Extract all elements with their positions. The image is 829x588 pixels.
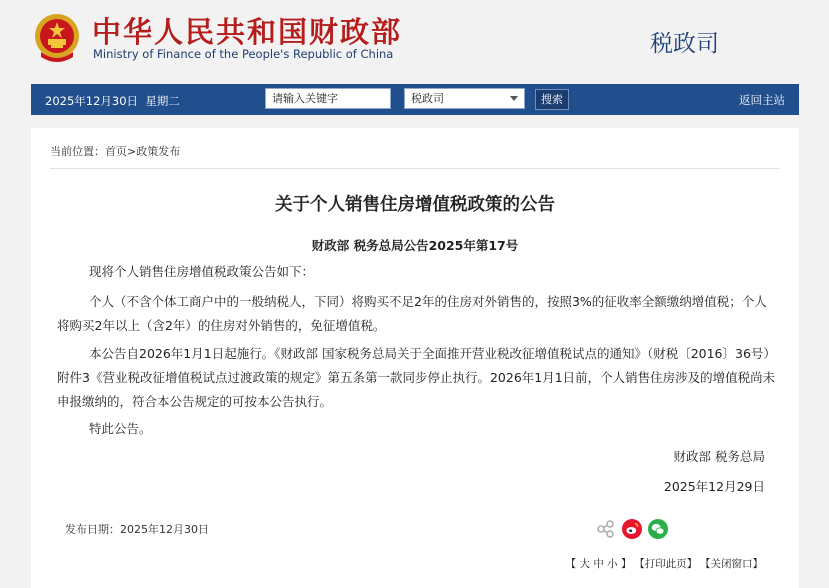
article-paragraph: 现将个人销售住房增值税政策公告如下： <box>89 264 315 279</box>
article-paragraph: 本公告自2026年1月1日起施行。《财政部 国家税务总局关于全面推开营业税改征增值税试点的通知》（财税〔2016〕36号）附件3《营业税改征增值税试点过渡政策的规定》第五条第一款同步停止执行。2026年1月1日前，个人销售住房涉及的增值税尚未申报缴纳的，符合本公告规定的可按本公告执行。 <box>57 346 776 409</box>
weekday-text: 星期二 <box>145 94 180 108</box>
weibo-icon[interactable] <box>622 519 642 543</box>
divider <box>50 168 780 169</box>
publish-label: 发布日期： <box>65 523 120 536</box>
signer: 财政部 税务总局 <box>673 449 765 464</box>
breadcrumb-separator: > <box>127 145 137 158</box>
publish-date <box>65 521 209 537</box>
sign-date: 2025年12月29日 <box>663 479 765 494</box>
department-name: 税政司 <box>650 31 719 57</box>
search-scope-select[interactable] <box>404 88 525 109</box>
breadcrumb-prefix: 当前位置： <box>50 145 105 158</box>
return-home-link[interactable]: 返回主站 <box>739 93 785 107</box>
chevron-down-icon <box>510 96 518 101</box>
article-paragraph: 特此公告。 <box>89 421 152 436</box>
search-input[interactable] <box>265 88 391 109</box>
wechat-icon[interactable] <box>648 519 668 543</box>
breadcrumb-current-link[interactable]: 政策发布 <box>136 145 181 158</box>
page-tools <box>558 556 763 571</box>
ministry-title-en: Ministry of Finance of the People's Republic of China <box>93 47 394 61</box>
close-window-link[interactable]: 【关闭窗口】 <box>705 558 763 570</box>
search-placeholder: 请输入关键字 <box>272 92 338 105</box>
ministry-title-cn: 中华人民共和国财政部 <box>92 15 403 49</box>
font-size-control[interactable]: 【 大 中 小 】 <box>565 558 632 570</box>
nav-bar <box>31 84 799 115</box>
article-panel <box>31 128 799 588</box>
national-emblem-icon <box>33 12 81 62</box>
breadcrumb-home-link[interactable]: 首页 <box>105 145 127 158</box>
search-button[interactable]: 搜索 <box>535 89 569 110</box>
document-number: 财政部 税务总局公告2025年第17号 <box>311 238 519 253</box>
site-header <box>0 0 829 86</box>
breadcrumb <box>50 143 180 159</box>
article-paragraph: 个人（不含个体工商户中的一般纳税人，下同）将购买不足2年的住房对外销售的，按照3%的征收率全额缴纳增值税；个人将购买2年以上（含2年）的住房对外销售的，免征增值税。 <box>57 294 767 333</box>
current-date <box>45 93 180 109</box>
publish-date-value: 2025年12月30日 <box>120 523 209 536</box>
date-text: 2025年12月30日 <box>45 94 139 108</box>
search-scope-value: 税政司 <box>411 92 444 105</box>
article-title: 关于个人销售住房增值税政策的公告 <box>275 195 555 215</box>
share-icon[interactable] <box>596 519 616 543</box>
print-page-link[interactable]: 【打印此页】 <box>639 558 698 570</box>
